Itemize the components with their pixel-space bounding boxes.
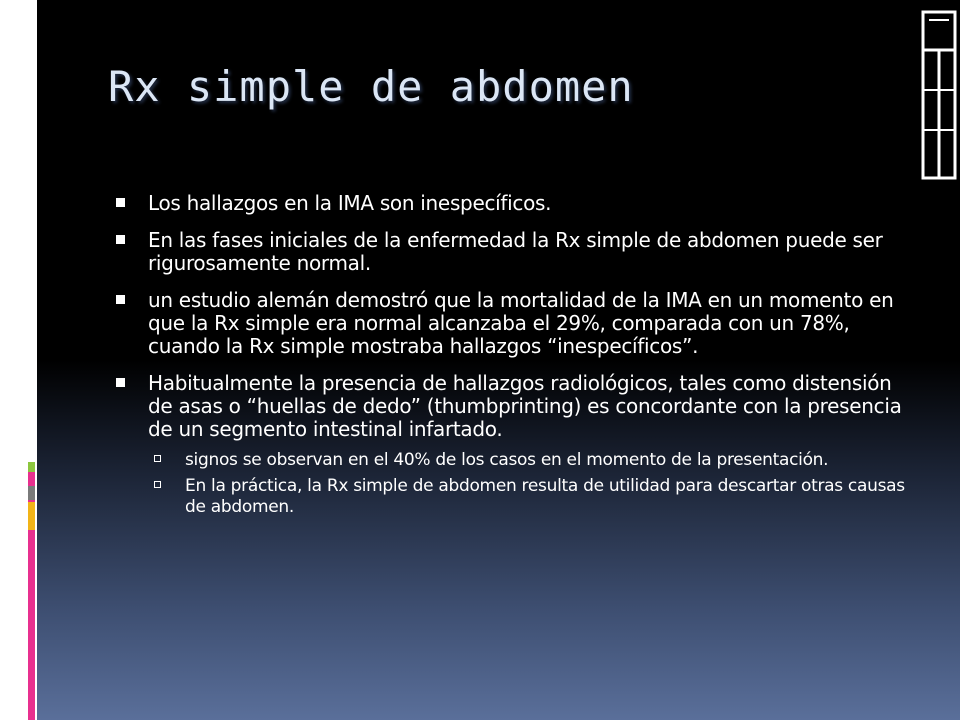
square-bullet-icon (116, 198, 125, 207)
bullet-text: un estudio alemán demostró que la mortalidad de la IMA en un momento en que la Rx simple era normal alcanzaba el 29%, comparada con un 78%, cuando la Rx simple mostraba hallazgos “inespecíficos”. (148, 288, 894, 358)
bullet-item (113, 229, 913, 275)
hollow-square-bullet-icon (154, 455, 161, 462)
square-bullet-icon (116, 378, 125, 387)
yellow-accent-stripe (28, 502, 35, 530)
bullet-item (113, 289, 913, 358)
bullet-list (113, 192, 913, 528)
square-bullet-icon (116, 295, 125, 304)
bullet-item (113, 372, 913, 441)
sub-bullet-item (113, 476, 913, 518)
bullet-item (113, 192, 913, 215)
bullet-text: Los hallazgos en la IMA son inespecíficos. (148, 191, 552, 215)
pink-accent-stripe (28, 462, 35, 720)
sub-bullet-text: signos se observan en el 40% de los casos en el momento de la presentación. (185, 450, 829, 470)
slide-title: Rx simple de abdomen (108, 62, 634, 111)
sub-bullet-item (113, 450, 913, 471)
bullet-text: Habitualmente la presencia de hallazgos radiológicos, tales como distensión de asas o “huellas de dedo” (thumbprinting) es concordante con la presencia de un segmento intestinal infartado. (148, 371, 902, 441)
window-grid-icon (921, 10, 957, 180)
hollow-square-bullet-icon (154, 481, 161, 488)
sub-bullet-text: En la práctica, la Rx simple de abdomen resulta de utilidad para descartar otras causas de abdomen. (185, 476, 905, 517)
green-accent-stripe (28, 462, 35, 472)
bullet-text: En las fases iniciales de la enfermedad la Rx simple de abdomen puede ser rigurosamente normal. (148, 228, 883, 275)
gray-accent-stripe (28, 486, 35, 500)
square-bullet-icon (116, 235, 125, 244)
